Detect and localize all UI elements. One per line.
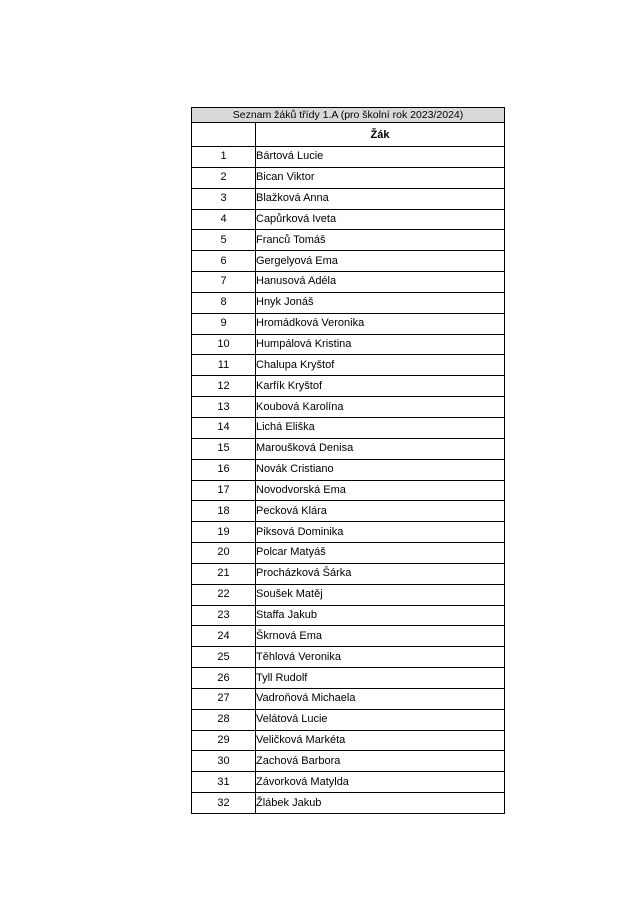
- student-name: Piksová Dominika: [256, 522, 505, 543]
- student-name: Novodvorská Ema: [256, 480, 505, 501]
- student-number: 6: [192, 251, 256, 272]
- table-row: [192, 563, 505, 584]
- student-number: 22: [192, 584, 256, 605]
- student-name: Polcar Matyáš: [256, 543, 505, 564]
- student-number: 3: [192, 188, 256, 209]
- table-row: [192, 209, 505, 230]
- title-row: [192, 108, 505, 123]
- table-row: [192, 501, 505, 522]
- student-number: 12: [192, 376, 256, 397]
- table-row: [192, 647, 505, 668]
- table-row: [192, 543, 505, 564]
- student-name: Bártová Lucie: [256, 147, 505, 168]
- student-name: Blažková Anna: [256, 188, 505, 209]
- table-row: [192, 355, 505, 376]
- student-number: 7: [192, 272, 256, 293]
- table-row: [192, 730, 505, 751]
- student-name: Koubová Karolína: [256, 397, 505, 418]
- table-row: [192, 417, 505, 438]
- table-row: [192, 230, 505, 251]
- student-column-header: Žák: [256, 123, 505, 147]
- student-number: 13: [192, 397, 256, 418]
- student-name: Zachová Barbora: [256, 751, 505, 772]
- table-row: [192, 251, 505, 272]
- table-row: [192, 772, 505, 793]
- student-name: Tyll Rudolf: [256, 668, 505, 689]
- student-number: 5: [192, 230, 256, 251]
- table-row: [192, 459, 505, 480]
- student-number: 4: [192, 209, 256, 230]
- student-name: Hnyk Jonáš: [256, 292, 505, 313]
- student-name: Maroušková Denisa: [256, 438, 505, 459]
- table-row: [192, 313, 505, 334]
- student-number: 23: [192, 605, 256, 626]
- table-row: [192, 688, 505, 709]
- student-number: 9: [192, 313, 256, 334]
- student-number: 17: [192, 480, 256, 501]
- table-row: [192, 584, 505, 605]
- student-number: 31: [192, 772, 256, 793]
- student-name: Těhlová Veronika: [256, 647, 505, 668]
- table-row: [192, 793, 505, 814]
- student-number: 24: [192, 626, 256, 647]
- student-name: Vadroňová Michaela: [256, 688, 505, 709]
- student-name: Capůrková Iveta: [256, 209, 505, 230]
- header-row: [192, 123, 505, 147]
- student-number: 16: [192, 459, 256, 480]
- student-number: 25: [192, 647, 256, 668]
- student-name: Žlábek Jakub: [256, 793, 505, 814]
- table-row: [192, 605, 505, 626]
- student-name: Lichá Eliška: [256, 417, 505, 438]
- student-name: Staffa Jakub: [256, 605, 505, 626]
- student-name: Bican Viktor: [256, 167, 505, 188]
- student-name: Velátová Lucie: [256, 709, 505, 730]
- student-name: Pecková Klára: [256, 501, 505, 522]
- table-row: [192, 751, 505, 772]
- table-row: [192, 668, 505, 689]
- table-title: Seznam žáků třídy 1.A (pro školní rok 2023/2024): [192, 108, 505, 123]
- student-number: 11: [192, 355, 256, 376]
- table-row: [192, 272, 505, 293]
- student-name: Soušek Matěj: [256, 584, 505, 605]
- student-number: 14: [192, 417, 256, 438]
- number-column-header: [192, 123, 256, 147]
- table-row: [192, 147, 505, 168]
- student-number: 18: [192, 501, 256, 522]
- table-row: [192, 438, 505, 459]
- student-name: Franců Tomáš: [256, 230, 505, 251]
- student-number: 28: [192, 709, 256, 730]
- student-name: Hanusová Adéla: [256, 272, 505, 293]
- student-name: Novák Cristiano: [256, 459, 505, 480]
- student-number: 26: [192, 668, 256, 689]
- student-name: Škrnová Ema: [256, 626, 505, 647]
- table-row: [192, 167, 505, 188]
- student-number: 21: [192, 563, 256, 584]
- student-number: 1: [192, 147, 256, 168]
- table-row: [192, 626, 505, 647]
- student-number: 27: [192, 688, 256, 709]
- student-list-table: [191, 107, 505, 814]
- student-number: 20: [192, 543, 256, 564]
- table-row: [192, 376, 505, 397]
- table-row: [192, 188, 505, 209]
- table-row: [192, 397, 505, 418]
- table-row: [192, 709, 505, 730]
- student-name: Hromádková Veronika: [256, 313, 505, 334]
- student-number: 19: [192, 522, 256, 543]
- student-number: 8: [192, 292, 256, 313]
- table-row: [192, 292, 505, 313]
- student-name: Veličková Markéta: [256, 730, 505, 751]
- table-row: [192, 334, 505, 355]
- student-rows: [192, 147, 505, 814]
- student-number: 10: [192, 334, 256, 355]
- student-name: Humpálová Kristina: [256, 334, 505, 355]
- student-name: Gergelyová Ema: [256, 251, 505, 272]
- student-number: 30: [192, 751, 256, 772]
- table-row: [192, 480, 505, 501]
- student-name: Chalupa Kryštof: [256, 355, 505, 376]
- student-name: Karfík Kryštof: [256, 376, 505, 397]
- student-number: 2: [192, 167, 256, 188]
- student-number: 29: [192, 730, 256, 751]
- student-name: Závorková Matylda: [256, 772, 505, 793]
- student-number: 15: [192, 438, 256, 459]
- student-number: 32: [192, 793, 256, 814]
- table-row: [192, 522, 505, 543]
- student-name: Procházková Šárka: [256, 563, 505, 584]
